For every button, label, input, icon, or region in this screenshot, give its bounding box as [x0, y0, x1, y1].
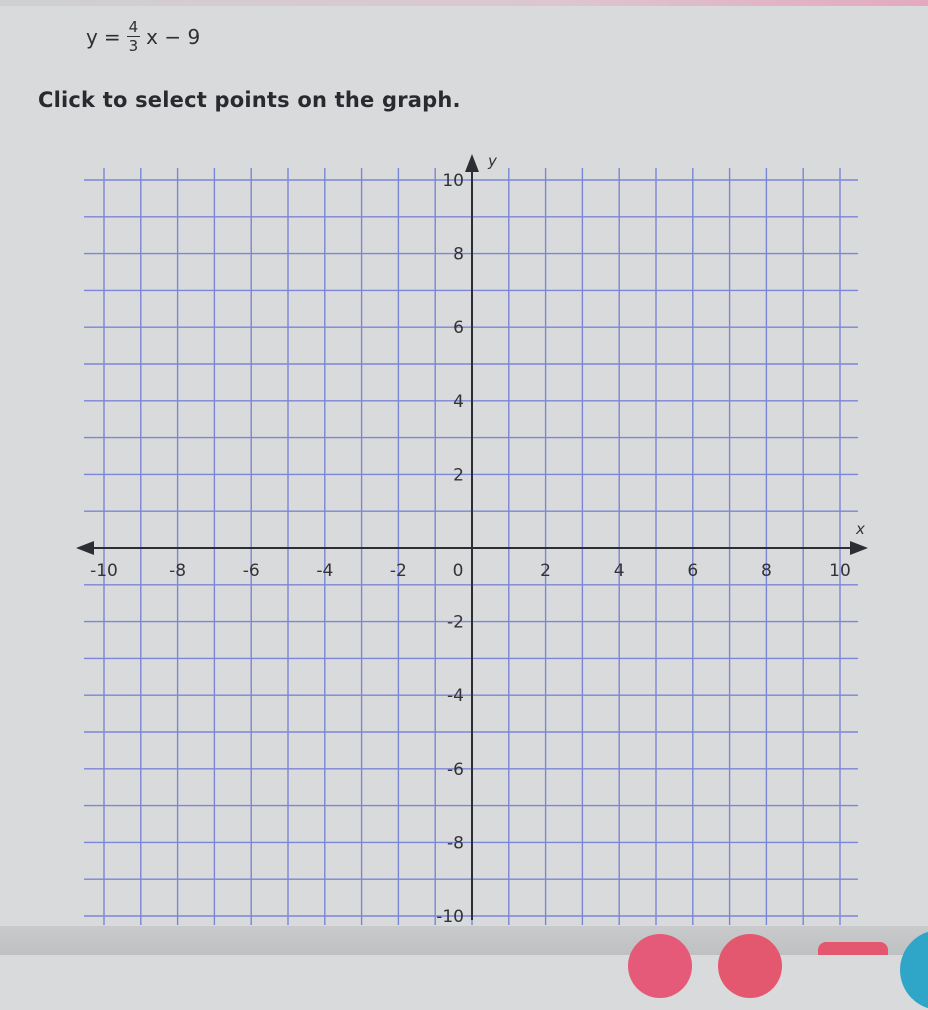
y-tick-label: -8 — [447, 833, 464, 854]
x-tick-labels — [90, 561, 851, 581]
equation-equals: = — [103, 25, 121, 49]
equation-lhs: y — [86, 25, 98, 49]
y-tick-label: 8 — [453, 244, 464, 265]
x-tick-label: -10 — [90, 561, 118, 581]
y-tick-label: 2 — [453, 465, 464, 486]
x-tick-label: -6 — [242, 561, 260, 581]
x-axis-arrow-right — [850, 541, 868, 555]
y-tick-label: -6 — [447, 759, 464, 780]
x-tick-label: -4 — [316, 561, 334, 581]
y-tick-label: 6 — [453, 318, 464, 339]
x-tick-label: -8 — [169, 561, 187, 581]
y-tick-label: 10 — [442, 171, 464, 191]
equation-fraction — [127, 20, 141, 54]
y-tick-label: -10 — [436, 907, 464, 925]
y-tick-label: -2 — [447, 612, 464, 633]
instruction-text: Click to select points on the graph. — [38, 88, 461, 112]
x-tick-label: 0 — [452, 561, 464, 581]
x-tick-label: 4 — [613, 561, 625, 581]
toolbar-button-bar[interactable] — [818, 942, 888, 955]
y-tick-label: 4 — [453, 391, 464, 412]
fraction-denominator: 3 — [128, 37, 139, 55]
coordinate-grid[interactable] — [60, 150, 880, 925]
y-tick-label: -4 — [447, 686, 464, 707]
x-tick-label: 8 — [760, 561, 772, 581]
toolbar-button-middle[interactable] — [718, 934, 782, 998]
y-axis-arrow-up — [465, 154, 479, 172]
x-axis-label: x — [856, 520, 865, 538]
x-tick-label: 6 — [687, 561, 699, 581]
toolbar-button-left[interactable] — [628, 934, 692, 998]
x-tick-label: 2 — [540, 561, 552, 581]
x-tick-label: -2 — [389, 561, 407, 581]
bottom-toolbar — [0, 926, 928, 955]
y-axis-label: y — [488, 152, 497, 170]
equation-rhs: x − 9 — [146, 25, 201, 49]
x-tick-label: 10 — [829, 561, 851, 581]
x-axis-arrow-left — [76, 541, 94, 555]
top-strip — [0, 0, 928, 6]
fraction-numerator: 4 — [128, 18, 139, 36]
equation — [86, 12, 200, 62]
